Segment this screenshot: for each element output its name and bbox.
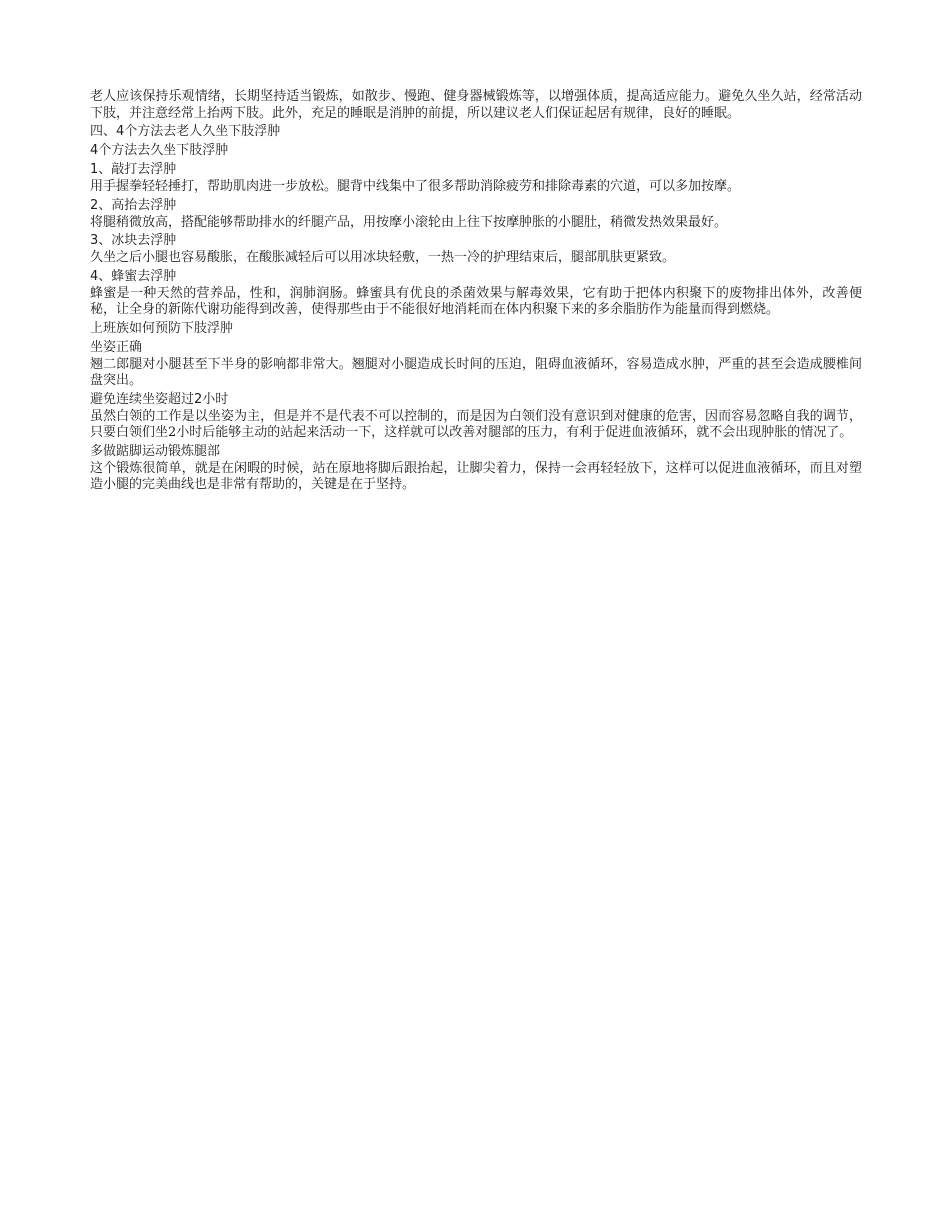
method-heading-raising: 2、高抬去浮肿	[90, 197, 177, 213]
section-heading-4-methods-elderly: 四、4个方法去老人久坐下肢浮肿	[90, 124, 281, 139]
paragraph-tiptoe: 这个锻炼很简单，就是在闲暇的时候，站在原地将脚后跟抬起，让脚尖着力，保持一会再轻轻放下，这样可以促进血液循环，而且对塑造小腿的完美曲线也是非常有帮助的，关键是在于坚持。	[90, 460, 862, 492]
paragraph-raising: 将腿稍微放高，搭配能够帮助排水的纤腿产品，用按摩小滚轮由上往下按摩肿胀的小腿肚，稍微发热效果最好。	[90, 214, 728, 230]
paragraph-posture: 翘二郎腿对小腿甚至下半身的影响都非常大。翘腿对小腿造成长时间的压迫，阻碍血液循环，容易造成水肿，严重的甚至会造成腰椎间盘突出。	[90, 356, 862, 388]
tip-heading-posture: 坐姿正确	[90, 339, 143, 355]
paragraph-sitting-time: 虽然白领的工作是以坐姿为主，但是并不是代表不可以控制的，而是因为白领们没有意识到对健康的危害，因而容易忽略自我的调节，只要白领们坐2小时后能够主动的站起来活动一下，这样就可以改善对腿部的压力，有利于促进血液循环，就不会出现肿胀的情况了。	[90, 408, 862, 440]
tip-heading-sitting-time: 避免连续坐姿超过2小时	[90, 391, 229, 407]
subheading-4-methods: 4个方法去久坐下肢浮肿	[90, 143, 229, 158]
tip-heading-tiptoe: 多做踮脚运动锻炼腿部	[90, 443, 221, 459]
section-heading-office-workers: 上班族如何预防下肢浮肿	[90, 320, 234, 336]
method-heading-tapping: 1、敲打去浮肿	[90, 162, 177, 177]
paragraph-ice: 久坐之后小腿也容易酸胀，在酸胀减轻后可以用冰块轻敷，一热一冷的护理结束后，腿部肌肤更紧致。	[90, 250, 676, 265]
paragraph-tapping: 用手握拳轻轻捶打，帮助肌肉进一步放松。腿背中线集中了很多帮助消除疲劳和排除毒素的穴道，可以多加按摩。	[90, 179, 741, 194]
document-body	[90, 89, 862, 494]
method-heading-ice: 3、冰块去浮肿	[90, 233, 177, 248]
paragraph-elderly-advice: 老人应该保持乐观情绪，长期坚持适当锻炼，如散步、慢跑、健身器械锻炼等，以增强体质，提高适应能力。避免久坐久站，经常活动下肢，并注意经常上抬两下肢。此外，充足的睡眠是消肿的前提，所以建议老人们保证起居有规律，良好的睡眠。	[90, 89, 862, 121]
paragraph-honey: 蜂蜜是一种天然的营养品，性和，润肺润肠。蜂蜜具有优良的杀菌效果与解毒效果，它有助于把体内积聚下的废物排出体外，改善便秘，让全身的新陈代谢功能得到改善，使得那些由于不能很好地消耗而在体内积聚下来的多余脂肪作为能量而得到燃烧。	[90, 285, 862, 317]
method-heading-honey: 4、蜂蜜去浮肿	[90, 268, 177, 284]
